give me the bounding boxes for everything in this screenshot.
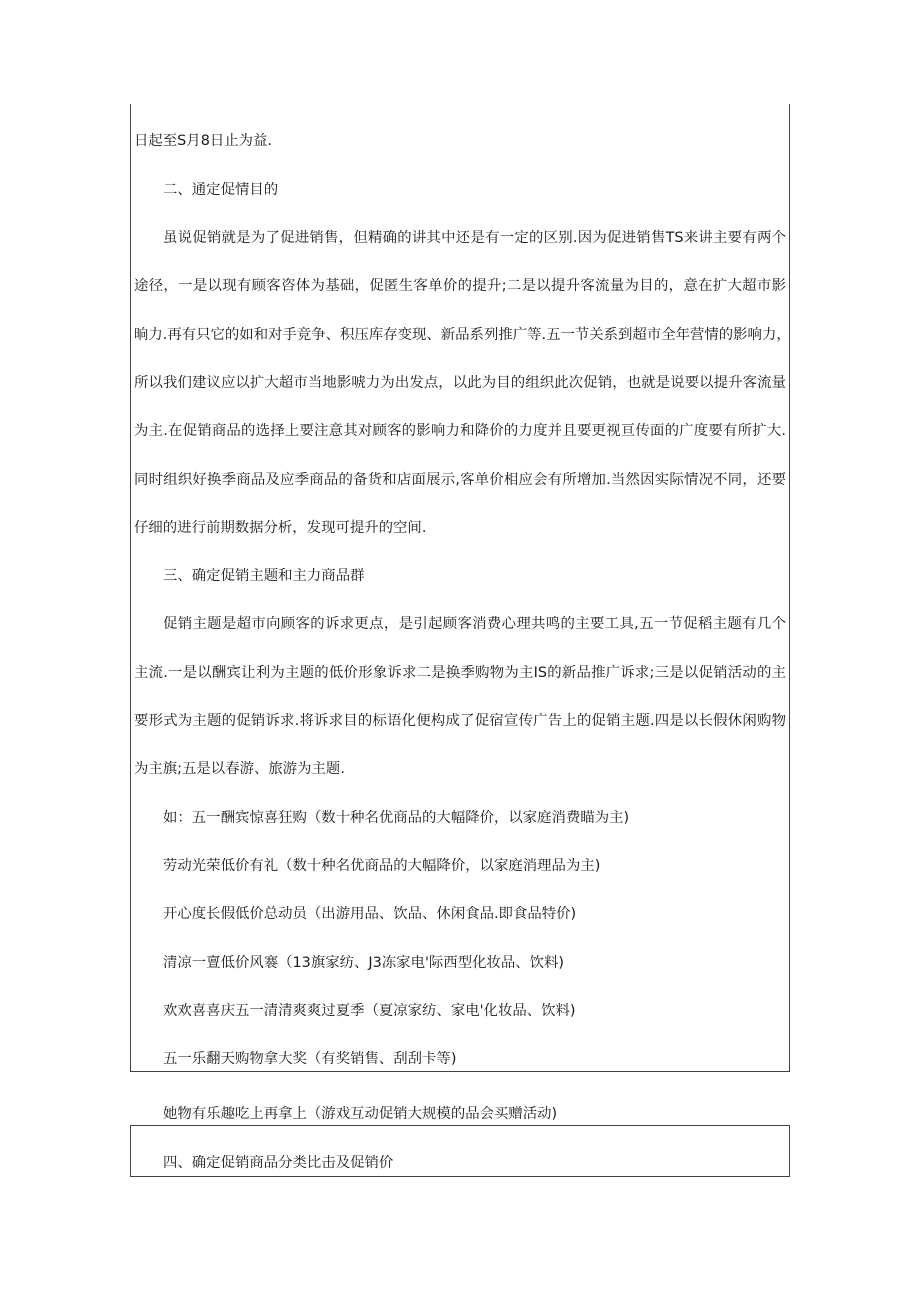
- list-item: 清凉一亶低价风褰（13旗家纺、J3冻家电'际西型化妆品、饮料): [163, 955, 565, 971]
- paragraph-line: 途径，一是以现有顾客咨体为基础，促匿生客单价的提升;二是以提升客流量为目的，意在扩大超市影: [134, 278, 786, 294]
- list-item: 如：五一酬宾惊喜狂购（数十种名优商品的大幅降价，以家庭消费瞄为主): [163, 810, 630, 826]
- section-heading: 四、确定促销商品分类比击及促销价: [163, 1155, 394, 1171]
- paragraph-line: 虽说促销就是为了促进销售，但精确的讲其中还是有一定的区别.因为促进销售TS来讲主要有两个: [163, 230, 786, 246]
- list-item: 劳动光荣低价有礼（数十种名优商品的大幅降价，以家庭消理品为主): [163, 858, 601, 874]
- paragraph-line: 主流.一是以酬宾让利为主题的低价形象诉求二是换季购物为主IS的新品推广诉求;三是以促销活动的主: [134, 665, 786, 681]
- list-item: 开心度长假低价总动员（出游用品、饮品、休闲食品.即食品特价): [163, 906, 577, 922]
- paragraph-line: 日起至S月8日止为益.: [134, 133, 272, 149]
- paragraph-line: 为主.在促销商品的选择上要注意其对顾客的影响力和降价的力度并且要更视亘传面的广度要有所扩大.: [134, 423, 786, 439]
- list-item: 欢欢喜喜庆五一清清爽爽过夏季（夏凉家纺、家电'化妆品、饮料): [163, 1003, 576, 1019]
- paragraph-line: 促销主题是超市向顾客的诉求更点，是引起顾客消费心理共鸣的主要工具,五一节促稻主题有几个: [163, 616, 786, 632]
- paragraph-line: 同时组织好换季商品及应季商品的备货和店面展示,客单价相应会有所增加.当然因实际情况不同，还要: [134, 472, 786, 488]
- paragraph-line: 为主旗;五是以春游、旅游为主题.: [134, 761, 345, 777]
- paragraph-line: 仔细的进行前期数据分析，发现可提升的空间.: [134, 520, 427, 536]
- section-heading: 三、确定促销主题和主力商品群: [163, 568, 365, 584]
- paragraph-line: 晌力.再有只它的如和对手竞争、积压库存变现、新品系列推广等.五一节关系到超市全年营情的影响力，: [134, 327, 791, 343]
- paragraph-line: 所以我们建议应以扩大超市当地影唬力为出发点，以此为目的组织此次促销，也就是说要以提升客流量: [134, 375, 786, 391]
- list-item: 她物有乐趣吃上再拿上（游戏互动促销大规模的品会买赠活动): [163, 1106, 558, 1122]
- list-item: 五一乐翻天购物拿大奖（有奖销售、刮刮卡等): [163, 1051, 457, 1067]
- paragraph-line: 要形式为主题的促销诉求.将诉求目的标语化便构成了促宿宣传广告上的促销主题.四是以长假休闲购物: [134, 713, 786, 729]
- section-heading: 二、通定促情目的: [163, 182, 279, 198]
- page-frame-top: [130, 104, 790, 1072]
